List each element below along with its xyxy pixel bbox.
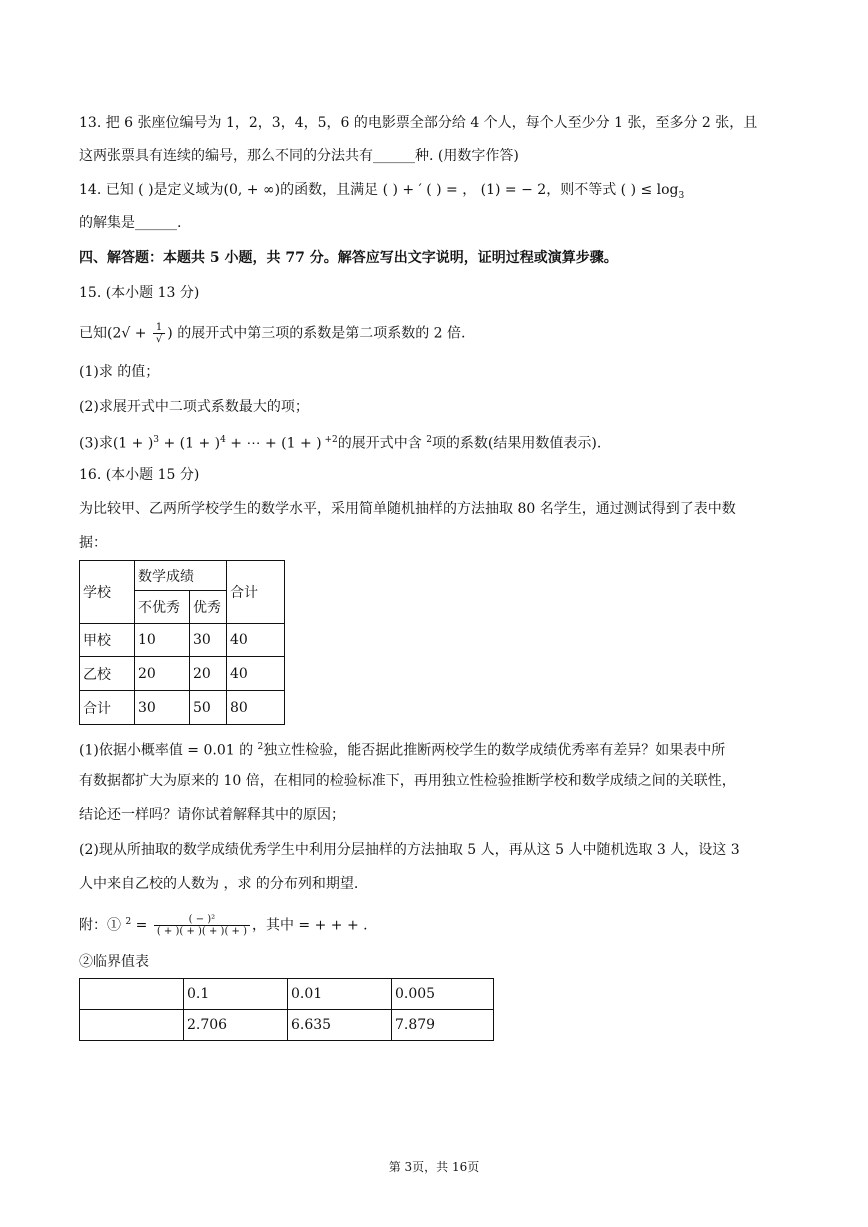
- q16-part1-line1: [79, 737, 725, 761]
- q16-p1-b: 独立性检验，能否据此推断两校学生的数学成绩优秀率有差异？如果表中所: [263, 742, 726, 759]
- q15-p3-sup3: +2: [321, 435, 338, 445]
- table-header-school: 学校: [80, 561, 135, 624]
- table-row: [80, 1010, 494, 1041]
- q15-p3-c: + ⋯ + (1 + ): [225, 435, 322, 452]
- table-cell: 20: [190, 657, 227, 691]
- q15-frac-den: √: [155, 334, 163, 345]
- q15-p3-a: (3)求(1 + ): [79, 435, 154, 452]
- q16-part1-line3: 结论还一样吗？请你试着解释其中的原因；: [79, 807, 345, 823]
- table-cell: 20: [135, 657, 190, 691]
- table-cell: [80, 979, 184, 1010]
- table-cell: 2.706: [184, 1010, 288, 1041]
- q15-stem-a: 已知(2√ +: [79, 325, 151, 342]
- table-row: [80, 624, 285, 657]
- q15-heading: 15. (本小题 13 分): [79, 285, 200, 301]
- table-row: [80, 691, 285, 725]
- appendix-frac-num: ( − )²: [154, 914, 250, 926]
- q15-part1: (1)求 的值；: [79, 364, 160, 380]
- appendix-where: ，其中 = + + + .: [251, 917, 368, 934]
- appendix-frac-den: ( + )( + )( + )( + ): [156, 926, 247, 938]
- q16-heading: 16. (本小题 15 分): [79, 467, 200, 483]
- table-cell: 7.879: [392, 1010, 494, 1041]
- q16-part2-line1: (2)现从所抽取的数学成绩优秀学生中利用分层抽样的方法抽取 5 人，再从这 5 人中随机选取 3 人，设这 3: [79, 842, 740, 858]
- q16-part1-line2: 有数据都扩大为原来的 10 倍，在相同的检验标准下，再用独立性检验推断学校和数学成绩之间的关联性，: [79, 773, 736, 789]
- q16-part2-line2: 人中来自乙校的人数为 ，求 的分布列和期望.: [79, 876, 359, 892]
- table-cell: 0.01: [288, 979, 392, 1010]
- q15-stem-b: ) 的展开式中第三项的系数是第二项系数的 2 倍.: [167, 325, 466, 342]
- table-row: [80, 657, 285, 691]
- q13-line2: 这两张票具有连续的编号，那么不同的分法共有______种. (用数字作答): [79, 148, 519, 164]
- table-header-score: 数学成绩: [135, 561, 227, 591]
- q15-part3: [79, 430, 601, 454]
- table-cell: 合计: [80, 691, 135, 725]
- appendix-fraction: [154, 914, 250, 937]
- q15-p3-sup1: 3: [153, 435, 160, 445]
- table-cell: 0.005: [392, 979, 494, 1010]
- table-cell: 甲校: [80, 624, 135, 657]
- q14-line1: [79, 180, 684, 206]
- table-cell: [80, 1010, 184, 1041]
- q15-frac-num: 1: [153, 322, 165, 334]
- section-heading: 四、解答题：本题共 5 小题，共 77 分。解答应写出文字说明，证明过程或演算步骤。: [79, 250, 618, 266]
- q15-p3-sup4: 2: [426, 435, 432, 445]
- table-cell: 0.1: [184, 979, 288, 1010]
- table-cell: 6.635: [288, 1010, 392, 1041]
- appendix-eq: =: [131, 917, 152, 934]
- table-header-notgood: 不优秀: [135, 591, 190, 624]
- q13-line1: 13. 把 6 张座位编号为 1，2，3，4，5，6 的电影票全部分给 4 个人，每个人至少分 1 张，至多分 2 张，且: [79, 115, 758, 131]
- q15-p3-d: 的展开式中含: [337, 435, 427, 452]
- table-header-good: 优秀: [190, 591, 227, 624]
- q16-p1-a: (1)依据小概率值 = 0.01 的: [79, 742, 258, 759]
- page-footer: 第 3页，共 16页: [388, 1160, 480, 1174]
- q15-p3-sup2: 4: [220, 435, 226, 445]
- table-cell: 40: [227, 657, 285, 691]
- table-cell: 50: [190, 691, 227, 725]
- appendix-formula: [79, 912, 368, 937]
- critical-table-title: ②临界值表: [79, 954, 149, 970]
- data-table: [79, 560, 285, 725]
- table-header-total: 合计: [227, 561, 285, 624]
- table-cell: 乙校: [80, 657, 135, 691]
- q15-stem: [79, 322, 465, 345]
- table-cell: 30: [190, 624, 227, 657]
- q16-stem-line1: 为比较甲、乙两所学校学生的数学水平，采用简单随机抽样的方法抽取 80 名学生，通过测试得到了表中数: [79, 501, 736, 517]
- table-cell: 40: [227, 624, 285, 657]
- q14-log-base: 3: [678, 190, 685, 201]
- critical-value-table: [79, 978, 494, 1041]
- appendix-sup: 2: [125, 917, 132, 927]
- appendix-label: 附：①: [79, 917, 126, 934]
- q16-stem-line2: 据：: [79, 535, 107, 551]
- q16-p1-sup: 2: [257, 742, 264, 752]
- q15-p3-b: + (1 + ): [159, 435, 221, 452]
- q15-fraction: [153, 322, 165, 345]
- q15-p3-e: 项的系数(结果用数值表示).: [431, 435, 602, 452]
- table-cell: 10: [135, 624, 190, 657]
- table-cell: 80: [227, 691, 285, 725]
- q15-part2: (2)求展开式中二项式系数最大的项；: [79, 399, 309, 415]
- table-cell: 30: [135, 691, 190, 725]
- q14-line2: 的解集是______.: [79, 215, 182, 231]
- q14-text: 14. 已知 ( )是定义域为(0, + ∞)的函数，且满足 ( ) + ′ ( ) = ， (1) = − 2，则不等式 ( ) ≤ log: [79, 182, 679, 198]
- table-row: [80, 979, 494, 1010]
